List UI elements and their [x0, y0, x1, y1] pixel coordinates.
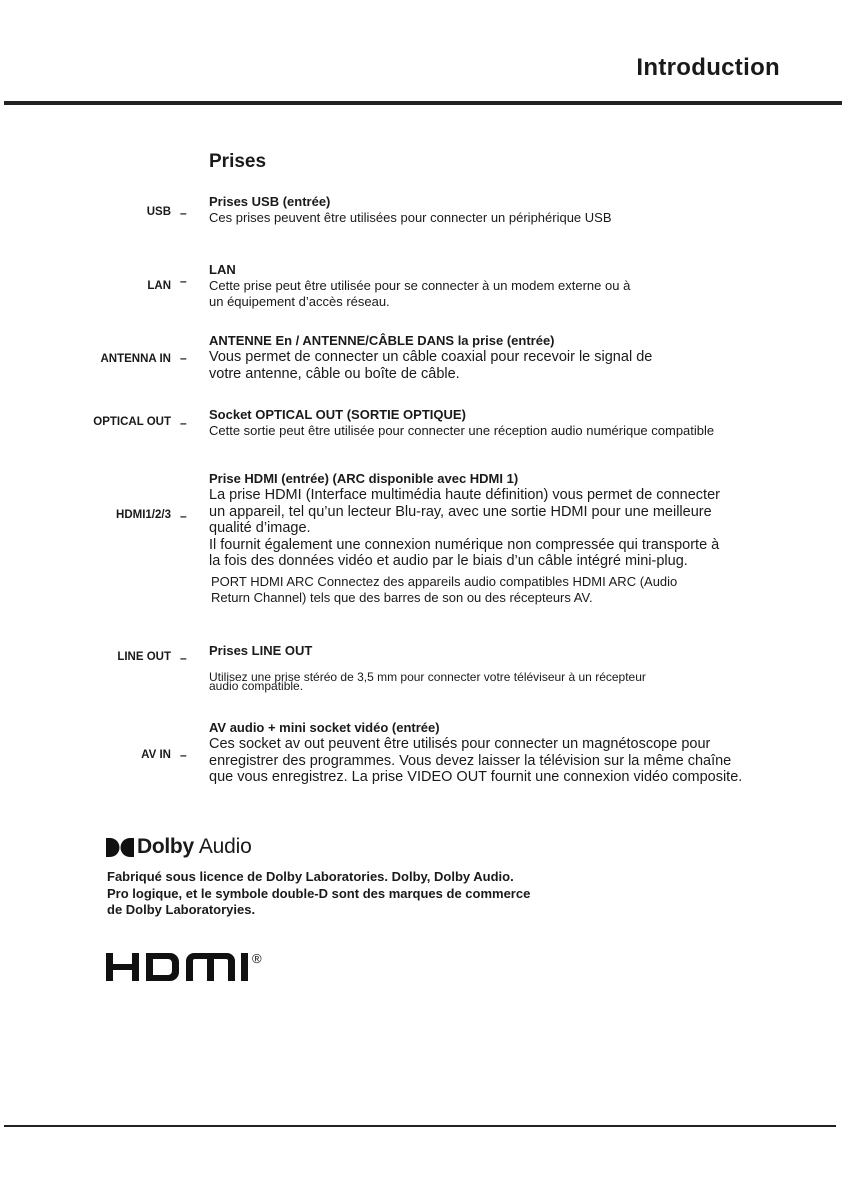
- port-label-hdmi: HDMI1/2/3: [116, 509, 171, 521]
- hdmi-logo: [106, 951, 301, 985]
- section-title: Prises: [209, 151, 267, 172]
- dolby-brand: Dolby: [137, 835, 194, 858]
- port-item-antenna-in: [209, 333, 789, 382]
- port-item-hdmi: [209, 471, 789, 606]
- port-description: Cette sortie peut être utilisée pour connecter une réception audio numérique compatible: [209, 423, 715, 438]
- dash: –: [180, 416, 187, 430]
- port-item-line-out: [209, 643, 789, 691]
- port-label-antenna-in: ANTENNA IN: [100, 353, 171, 365]
- dolby-double-d-icon: [106, 838, 134, 857]
- port-title: Prises USB (entrée): [209, 194, 331, 209]
- port-description: Ces prises peuvent être utilisées pour connecter un périphérique USB: [209, 210, 612, 225]
- port-label-optical-out: OPTICAL OUT: [93, 416, 171, 428]
- port-title: AV audio + mini socket vidéo (entrée): [209, 720, 440, 735]
- dash: –: [180, 509, 187, 523]
- dolby-audio-logo: [106, 835, 252, 859]
- port-title: Prise HDMI (entrée) (ARC disponible avec HDMI 1): [209, 471, 519, 486]
- port-label-line-out: LINE OUT: [117, 651, 171, 663]
- port-title: Socket OPTICAL OUT (SORTIE OPTIQUE): [209, 407, 466, 422]
- dolby-license-text: Fabriqué sous licence de Dolby Laboratories. Dolby, Dolby Audio. Pro logique, et le symbole double-D sont des marques de commerce de Dolby Laboratoryies.: [107, 869, 531, 917]
- port-description: La prise HDMI (Interface multimédia haute définition) vous permet de connecter un appareil, tel qu’un lecteur Blu-ray, avec une sortie HDMI pour une meilleure qualité d’image. Il fournit également une connexion numérique non compressée qui transporte à la fois des données vidéo et audio par le biais d’un câble intégré mini-plug.: [209, 487, 720, 569]
- port-title: ANTENNE En / ANTENNE/CÂBLE DANS la prise (entrée): [209, 333, 555, 348]
- dash: –: [180, 651, 187, 665]
- hdmi-arc-note: PORT HDMI ARC Connectez des appareils audio compatibles HDMI ARC (Audio Return Channel) tels que des barres de son ou des récepteurs AV.: [211, 573, 678, 605]
- port-description: Vous permet de connecter un câble coaxial pour recevoir le signal de votre antenne, câble ou boîte de câble.: [209, 349, 653, 382]
- port-description: Utilisez une prise stéréo de 3,5 mm pour connecter votre téléviseur à un récepteur audio compatible.: [209, 670, 646, 693]
- port-label-av-in: AV IN: [141, 749, 171, 761]
- dash: –: [180, 274, 187, 288]
- port-description: Ces socket av out peuvent être utilisés pour connecter un magnétoscope pour enregistrer des programmes. Vous devez laisser la télévision sur la même chaîne que vous enregistrez. La prise VIDEO OUT fournit une connexion vidéo composite.: [209, 736, 743, 785]
- page-title: Introduction: [636, 54, 780, 81]
- registered-mark: ®: [252, 951, 262, 966]
- dash: –: [180, 206, 187, 220]
- port-title: LAN: [209, 262, 236, 277]
- dash: –: [180, 748, 187, 762]
- port-item-av-in: [209, 720, 789, 786]
- port-item-lan: [209, 262, 789, 310]
- port-description: Cette prise peut être utilisée pour se connecter à un modem externe ou à un équipement d’accès réseau.: [209, 278, 631, 309]
- dash: –: [180, 351, 187, 365]
- dolby-product: Audio: [198, 835, 252, 858]
- port-label-lan: LAN: [147, 280, 171, 292]
- header-divider: [4, 101, 842, 105]
- footer-divider: [4, 1125, 836, 1127]
- port-item-optical-out: [209, 407, 789, 439]
- port-label-usb: USB: [146, 206, 171, 218]
- port-title: Prises LINE OUT: [209, 643, 313, 658]
- port-item-usb: [209, 194, 789, 226]
